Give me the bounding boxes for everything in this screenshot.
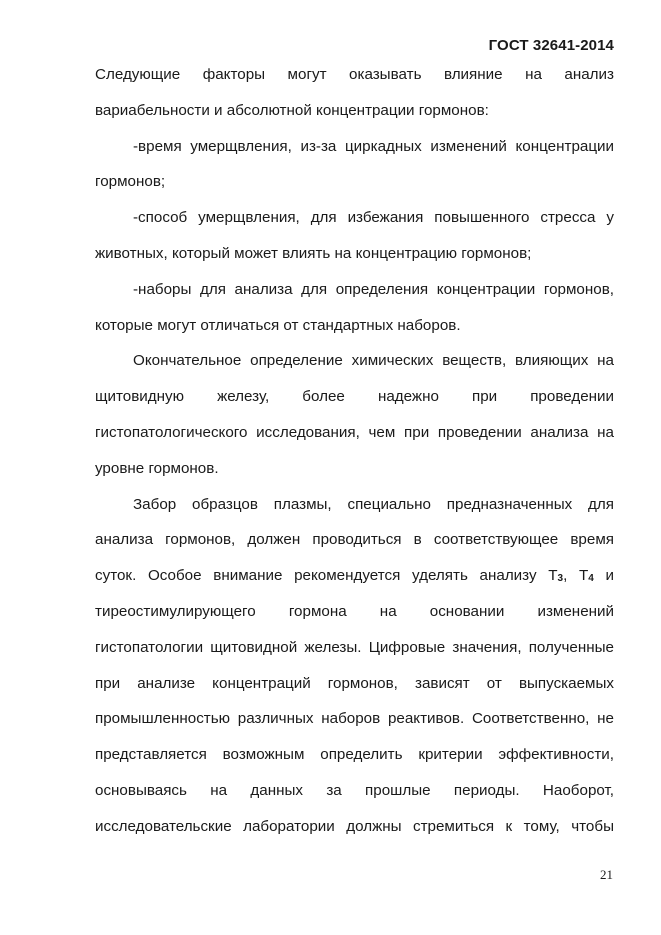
paragraph-list-item-kits — [95, 272, 614, 344]
body-text — [95, 57, 614, 845]
text-line: Следующие факторы могут оказывать влияние на анализ — [95, 66, 614, 83]
text-line: -способ умерщвления, для избежания повышенного стресса у — [133, 209, 614, 227]
paragraph-plasma-sampling — [95, 487, 614, 845]
text-line: анализа гормонов, должен проводиться в соответствующее время — [95, 531, 614, 549]
text-line: щитовидную железу, более надежно при проведении — [95, 388, 614, 406]
paragraph-list-item-method — [95, 200, 614, 272]
text-line: тиреостимулирующего гормона на основании изменений — [95, 602, 614, 620]
text-line: уровне гормонов. — [95, 459, 219, 477]
subscript-3: 3 — [557, 573, 564, 585]
page-number: 21 — [600, 867, 613, 882]
text-line: Окончательное определение химических веществ, влияющих на — [133, 352, 614, 370]
text-line: представляется возможным определить критерии эффективности, — [95, 746, 614, 764]
paragraph-final-determination — [95, 343, 614, 486]
text-line: гистопатологического исследования, чем при проведении анализа на — [95, 423, 614, 441]
paragraph-factors-intro — [95, 57, 614, 129]
text-line: гистопатологии щитовидной железы. Цифровые значения, полученные — [95, 638, 614, 656]
text-line: основываясь на данных за прошлые периоды. Наоборот, — [95, 781, 614, 799]
text-line: при анализе концентраций гормонов, зависят от выпускаемых — [95, 674, 614, 692]
text-line: -время умерщвления, из-за циркадных изменений концентрации — [133, 137, 614, 155]
text-line: промышленностью различных наборов реактивов. Соответственно, не — [95, 710, 614, 728]
text-line: животных, который может влиять на концентрацию гормонов; — [95, 244, 532, 262]
text-line: исследовательские лаборатории должны стремиться к тому, чтобы — [95, 817, 614, 835]
text-line: вариабельности и абсолютной концентрации гормонов: — [95, 101, 489, 119]
text-line: -наборы для анализа для определения концентрации гормонов, — [133, 280, 614, 298]
document-code-header: ГОСТ 32641-2014 — [488, 37, 614, 54]
text-line: Забор образцов плазмы, специально предназначенных для — [133, 495, 614, 513]
subscript-4: 4 — [588, 573, 594, 585]
text-line: которые могут отличаться от стандартных наборов. — [95, 316, 461, 334]
text-line-hormones-t3-t4: суток. Особое внимание рекомендуется уделять анализу Т3, Т4 и — [95, 567, 614, 585]
text-line: гормонов; — [95, 173, 166, 191]
paragraph-list-item-time — [95, 129, 614, 201]
